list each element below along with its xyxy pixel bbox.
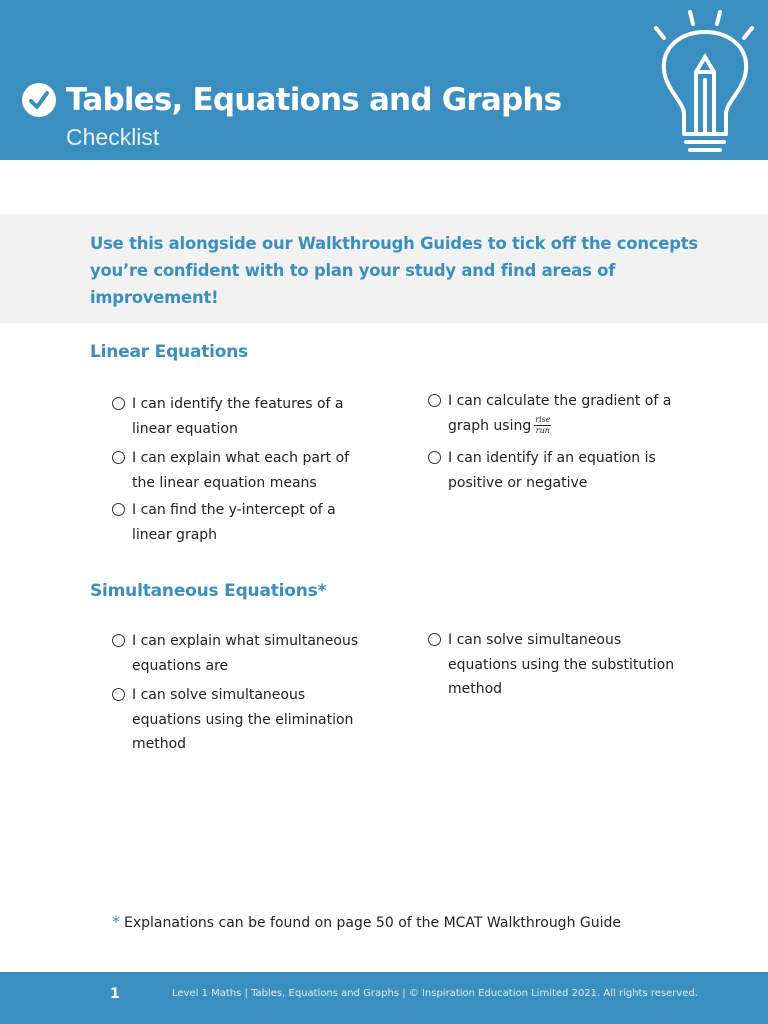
footnote-marker: * xyxy=(112,912,120,931)
section-title-linear: Linear Equations xyxy=(90,342,249,362)
header-banner xyxy=(0,0,768,160)
empty-circle-icon[interactable] xyxy=(112,688,125,701)
checklist-item-label: I can explain what simultaneous equations are xyxy=(132,633,359,674)
empty-circle-icon[interactable] xyxy=(428,451,441,464)
page-subtitle: Checklist xyxy=(66,124,160,150)
checklist-item-label: I can identify if an equation is positive or negative xyxy=(448,450,656,491)
footnote xyxy=(112,912,621,931)
footer-copyright: Level 1 Maths | Tables, Equations and Graphs | © Inspiration Education Limited 2021. All rights reserved. xyxy=(172,988,698,999)
footnote-text: Explanations can be found on page 50 of the MCAT Walkthrough Guide xyxy=(124,915,622,931)
page-number: 1 xyxy=(110,986,120,1002)
footer-bar xyxy=(0,972,768,1024)
checklist-item-label: I can solve simultaneous equations using the elimination method xyxy=(132,687,354,752)
checklist-item-label: I can solve simultaneous equations using the substitution method xyxy=(448,632,675,697)
empty-circle-icon[interactable] xyxy=(112,503,125,516)
gradient-item-text: I can calculate the gradient of a graph using xyxy=(448,393,672,434)
checklist-item-label: I can explain what each part of the linear equation means xyxy=(132,450,350,491)
checklist-item-label: I can identify the features of a linear equation xyxy=(132,396,344,437)
checklist-item-label: I can find the y-intercept of a linear graph xyxy=(132,502,336,543)
empty-circle-icon[interactable] xyxy=(428,633,441,646)
checklist-item[interactable] xyxy=(112,392,372,441)
empty-circle-icon[interactable] xyxy=(112,634,125,647)
empty-circle-icon[interactable] xyxy=(112,397,125,410)
fraction-numerator: rise xyxy=(535,415,551,424)
rise-over-run-fraction xyxy=(534,415,551,436)
page-title: Tables, Equations and Graphs xyxy=(66,82,562,118)
empty-circle-icon[interactable] xyxy=(428,394,441,407)
checklist-item-label xyxy=(448,389,680,438)
checkmark-icon xyxy=(22,83,56,117)
checklist-item[interactable] xyxy=(112,446,372,495)
checklist-item[interactable] xyxy=(428,389,680,438)
checklist-item[interactable] xyxy=(112,629,372,678)
title-row xyxy=(22,82,561,118)
checklist-item[interactable] xyxy=(112,683,372,757)
fraction-denominator: run xyxy=(535,426,550,435)
empty-circle-icon[interactable] xyxy=(112,451,125,464)
lightbulb-pencil-icon xyxy=(648,2,768,160)
checklist-item[interactable] xyxy=(112,498,372,547)
checklist-item[interactable] xyxy=(428,446,680,495)
intro-text: Use this alongside our Walkthrough Guides to tick off the concepts you’re confident with to plan your study and find areas of improvement! xyxy=(90,234,698,307)
section-title-simultaneous: Simultaneous Equations* xyxy=(90,581,327,601)
checklist-item[interactable] xyxy=(428,628,680,702)
